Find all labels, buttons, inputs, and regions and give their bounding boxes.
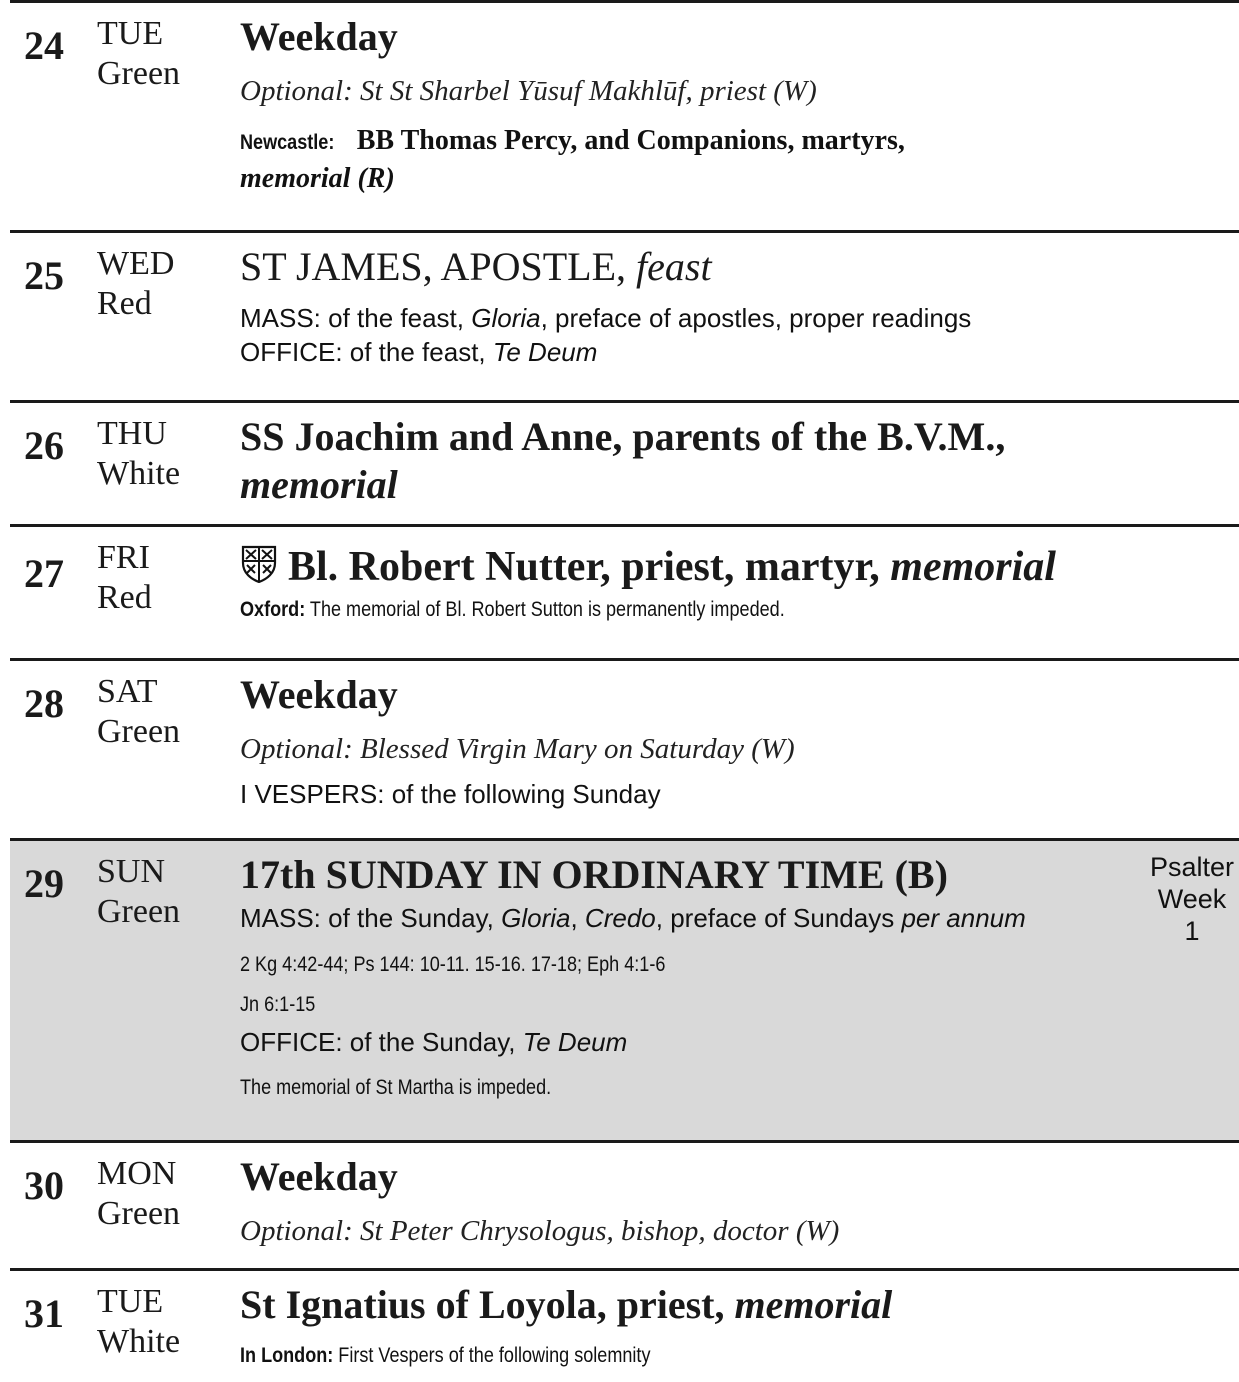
vespers-line: I VESPERS: of the following Sunday <box>240 779 661 809</box>
local-note <box>240 1341 1005 1371</box>
weekday: WED <box>97 245 175 282</box>
weekday: SAT <box>97 673 158 710</box>
optional-memorial: Optional: St Peter Chrysologus, bishop, doctor (W) <box>240 1215 840 1247</box>
entry-title: Weekday <box>240 1154 398 1199</box>
shield-icon <box>240 545 278 583</box>
note-text: First Vespers of the following solemnity <box>338 1344 651 1367</box>
local-label: Newcastle: <box>240 131 335 154</box>
liturgical-color: Green <box>97 1195 181 1232</box>
liturgical-color: Green <box>97 55 181 92</box>
liturgical-color: Red <box>97 285 152 322</box>
calendar-entry-24 <box>10 0 1239 230</box>
entry-title <box>240 413 1129 509</box>
liturgical-color: Red <box>97 579 152 616</box>
psalter-week-label: Week <box>1157 884 1227 914</box>
local-observance <box>240 123 1129 197</box>
local-text: BB Thomas Percy, and Companions, martyrs, <box>356 125 905 156</box>
entry-content <box>240 413 1129 509</box>
weekday: SUN <box>97 853 166 890</box>
readings-line-1: 2 Kg 4:42-44; Ps 144: 10-11. 15-16. 17-18; Eph 4:1-6 <box>240 953 666 976</box>
day-number: 24 <box>24 23 64 68</box>
psalter-label: Psalter <box>1149 852 1235 882</box>
calendar-entry-26 <box>10 400 1239 524</box>
title-rank: feast <box>636 244 712 289</box>
office-te-deum: Te Deum <box>522 1027 628 1057</box>
mass-prefix: MASS: of the Sunday, <box>240 903 502 933</box>
office-line <box>240 335 1129 369</box>
local-text-rank: memorial (R) <box>240 163 395 194</box>
entry-title: 17th SUNDAY IN ORDINARY TIME (B) <box>240 852 948 897</box>
day-number: 30 <box>24 1163 64 1208</box>
mass-line <box>240 301 1129 335</box>
liturgical-color: White <box>97 455 181 492</box>
mass-suffix: , preface of apostles, proper readings <box>540 303 972 333</box>
entry-title <box>240 1281 1129 1329</box>
title-text: SS Joachim and Anne, parents of the B.V.M., <box>240 414 1006 459</box>
weekday: THU <box>97 415 167 452</box>
calendar-entry-30 <box>10 1140 1239 1268</box>
entry-content <box>240 671 1129 811</box>
entry-title <box>240 543 1129 591</box>
day-number: 25 <box>24 253 64 298</box>
day-number: 27 <box>24 551 64 596</box>
office-te-deum: Te Deum <box>492 337 598 367</box>
mass-gloria: Gloria <box>501 903 571 933</box>
title-text: St Ignatius of Loyola, priest, <box>240 1282 725 1327</box>
mass-per-annum: per annum <box>901 903 1026 933</box>
local-note <box>240 595 1005 625</box>
mass-gloria: Gloria <box>471 303 541 333</box>
weekday: FRI <box>97 539 150 576</box>
calendar-entry-29 <box>10 838 1239 1140</box>
entry-content <box>240 1281 1129 1371</box>
readings-line-2: Jn 6:1-15 <box>240 993 316 1016</box>
weekday: MON <box>97 1155 177 1192</box>
calendar-entry-31 <box>10 1268 1239 1382</box>
day-number: 26 <box>24 423 64 468</box>
note-label: In London: <box>240 1344 334 1367</box>
office-prefix: OFFICE: of the feast, <box>240 337 493 367</box>
liturgical-color: Green <box>97 893 181 930</box>
mass-suffix: , preface of Sundays <box>655 903 902 933</box>
mass-prefix: MASS: of the feast, <box>240 303 472 333</box>
title-rank: memorial <box>734 1282 893 1327</box>
mass-comma: , <box>570 903 585 933</box>
note-text: The memorial of Bl. Robert Sutton is permanently impeded. <box>309 598 785 621</box>
title-rank: memorial <box>240 462 398 507</box>
entry-title: Weekday <box>240 672 398 717</box>
day-number: 29 <box>24 861 64 906</box>
title-text: ST JAMES, APOSTLE, <box>240 244 627 289</box>
impeded-note: The memorial of St Martha is impeded. <box>240 1076 552 1099</box>
note-label: Oxford: <box>240 598 306 621</box>
weekday: TUE <box>97 1283 164 1320</box>
liturgical-color: Green <box>97 713 181 750</box>
entry-title <box>240 243 1129 291</box>
entry-content <box>240 543 1129 625</box>
day-number: 28 <box>24 681 64 726</box>
entry-content <box>240 243 1129 369</box>
mass-line <box>240 901 1119 935</box>
entry-title: Weekday <box>240 14 398 59</box>
optional-memorial: Optional: St St Sharbel Yūsuf Makhlūf, priest (W) <box>240 75 817 107</box>
psalter-week <box>1147 851 1237 947</box>
liturgical-color: White <box>97 1323 181 1360</box>
calendar-entry-28 <box>10 658 1239 838</box>
entry-content <box>240 13 1129 197</box>
calendar-entry-27 <box>10 524 1239 658</box>
office-line <box>240 1025 1119 1059</box>
psalter-week-number: 1 <box>1184 916 1200 946</box>
day-number: 31 <box>24 1291 64 1336</box>
calendar-entry-25 <box>10 230 1239 400</box>
optional-memorial: Optional: Blessed Virgin Mary on Saturday (W) <box>240 733 795 765</box>
office-prefix: OFFICE: of the Sunday, <box>240 1027 523 1057</box>
weekday: TUE <box>97 15 164 52</box>
mass-credo: Credo <box>584 903 656 933</box>
title-text: Bl. Robert Nutter, priest, martyr, <box>288 544 880 590</box>
title-rank: memorial <box>890 544 1056 590</box>
entry-content <box>240 851 1119 1103</box>
entry-content <box>240 1153 1129 1249</box>
